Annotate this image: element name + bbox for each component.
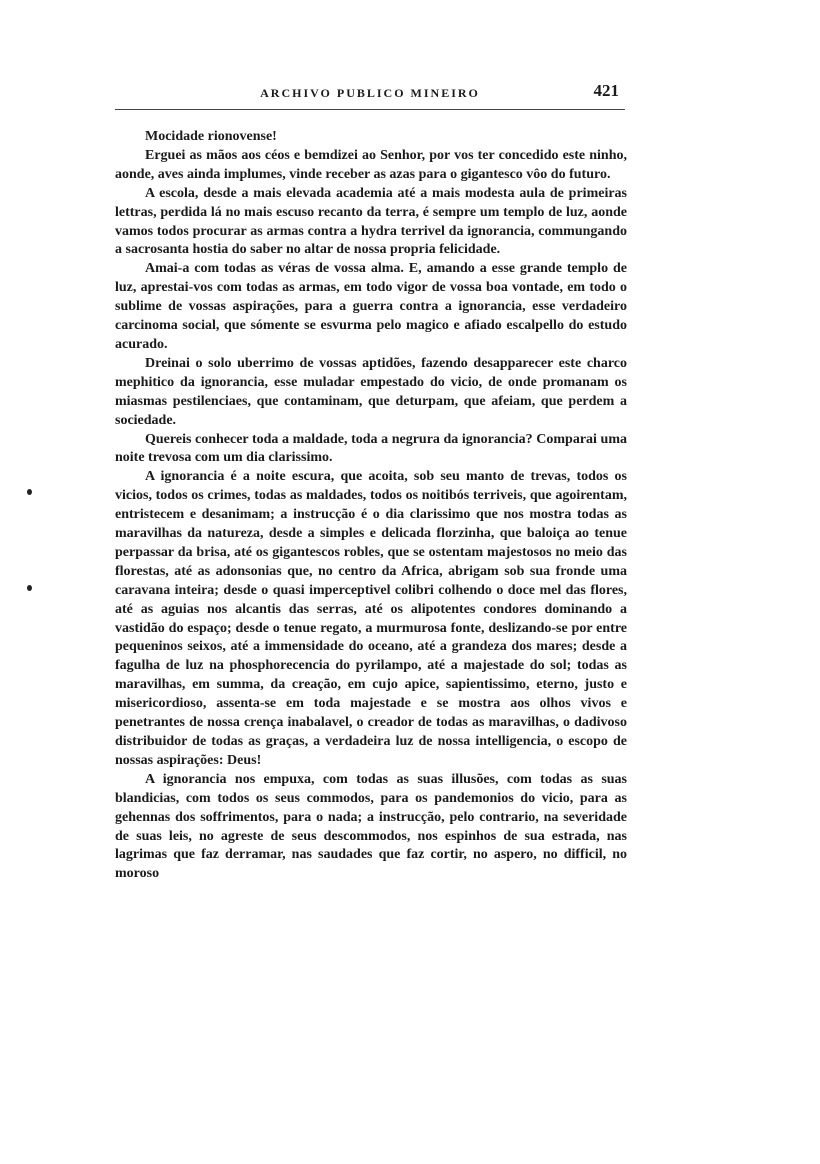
paragraph: Amai-a com todas as véras de vossa alma. E, amando a esse grande templo de luz, aprestai-vos com todas as armas, em todo vigor de vossa boa vontade, em todo o sublime de vossas aspirações, para a guerra contra a ignorancia, esse verdadeiro carcinoma social, que sómente se esvurma pelo magico e afiado escalpello do estudo acurado.	[115, 261, 627, 352]
paragraph: Dreinai o solo uberrimo de vossas aptidões, fazendo desapparecer este charco mephitico da ignorancia, esse muladar empestado do vicio, de onde promanam os miasmas pestilenciaes, que contaminam, que deturpam, que afeiam, que perdem a sociedade.	[115, 355, 627, 428]
page-number: 421	[593, 81, 619, 100]
paragraph: A ignorancia é a noite escura, que acoita, sob seu manto de trevas, todos os vicios, todos os crimes, todas as maldades, todos os noitibós terriveis, que agoirentam, entristecem e desanimam; a instrucção é o dia clarissimo que nos mostra todas as maravilhas da natureza, desde a simples e delicada florzinha, que baloiça ao tenue perpassar da brisa, até os gigantescos robles, que se ostentam majestosos no meio das florestas, até as adonsonias que, no centro da Africa, abrigam sob sua fronde uma caravana inteira; desde o quasi imperceptivel colibri colhendo o doce mel das flores, até as aguias nos alcantis das serras, até os alipotentes condores dominando a vastidão do espaço; desde o tenue regato, a murmurosa fonte, deslizando-se por entre pequeninos seixos, até a immensidade do oceano, até a grandeza dos mares; desde a fagulha de luz na phosphorecencia do pyrilampo, até a majestade do sol; todas as maravilhas, em summa, da creação, em cujo apice, sapientissimo, eterno, justo e misericordioso, assenta-se em toda majestade e se mostra aos olhos vivos e penetrantes de nossa crença inabalavel, o creador de todas as maravilhas, o dadivoso distribuidor de todas as graças, a verdadeira luz de nossa intelligencia, o escopo de nossas aspirações: Deus!	[115, 469, 627, 768]
paragraph: Erguei as mãos aos céos e bemdizei ao Senhor, por vos ter concedido este ninho, aonde, aves ainda implumes, vinde receber as azas para o gigantesco vôo do futuro.	[115, 147, 627, 182]
body-text	[115, 128, 627, 884]
paragraph-salutation: Mocidade rionovense!	[145, 129, 277, 144]
header-rule	[115, 109, 625, 110]
paragraph: A escola, desde a mais elevada academia até a mais modesta aula de primeiras lettras, perdida lá no mais escuso recanto da terra, é sempre um templo de luz, aonde vamos todos procurar as armas contra a hydra terrivel da ignorancia, commungando a sacrosanta hostia do saber no altar de nossa propria felicidade.	[115, 185, 627, 258]
paragraph: A ignorancia nos empuxa, com todas as suas illusões, com todas as suas blandicias, com todos os seus commodos, para os pandemonios do vicio, para as gehennas dos soffrimentos, para o nada; a instrucção, pelo contrario, na severidade de suas leis, no agreste de seus descommodos, nos espinhos de sua estrada, nas lagrimas que faz derramar, nas saudades que faz cortir, no aspero, no difficil, no moroso	[115, 771, 627, 882]
margin-mark	[27, 489, 32, 495]
margin-mark	[27, 585, 32, 591]
running-head	[115, 81, 625, 110]
paragraph: Quereis conhecer toda a maldade, toda a negrura da ignorancia? Comparai uma noite trevosa com um dia clarissimo.	[115, 431, 627, 466]
journal-title: ARCHIVO PUBLICO MINEIRO	[260, 86, 480, 100]
